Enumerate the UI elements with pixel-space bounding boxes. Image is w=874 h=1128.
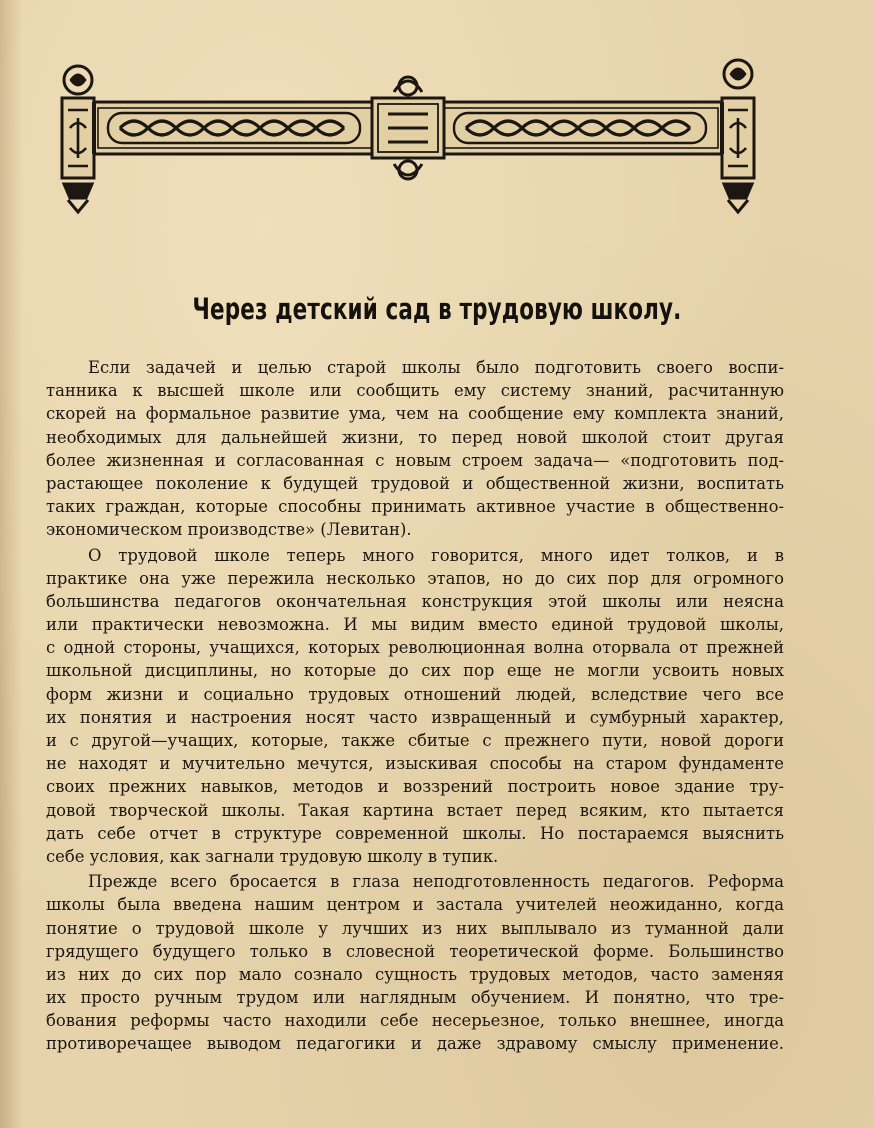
text-line: их просто ручным трудом или наглядным обучением. И понятно, что тре- <box>46 988 784 1008</box>
headpiece-ornament <box>50 58 768 216</box>
text-line: экономическом производстве» (Левитан). <box>46 520 412 540</box>
text-line: дать себе отчет в структуре современной школы. Но постараемся выяснить <box>46 823 784 843</box>
text-line: себе условия, как загнали трудовую школу в тупик. <box>46 846 499 866</box>
text-line: противоречащее выводом педагогики и даже здравому смыслу применение. <box>46 1034 784 1054</box>
text-line: танника к высшей школе или сообщить ему систему знаний, расчитанную <box>46 381 784 401</box>
text-line: Если задачей и целью старой школы было подготовить своего воспи- <box>88 358 784 377</box>
text-line: школьной дисциплины, но которые до сих пор еще не могли усвоить новых <box>46 661 784 681</box>
text-line: школы была введена нашим центром и застала учителей неожиданно, когда <box>46 895 784 915</box>
text-line: или практически невозможна. И мы видим вместо единой трудовой школы, <box>46 615 784 635</box>
text-line: довой творческой школы. Такая картина встает перед всяким, кто пытается <box>46 800 784 820</box>
text-line: практике она уже пережила несколько этапов, но до сих пор для огромного <box>46 568 784 588</box>
text-line: своих прежних навыков, методов и воззрений построить новое здание тру- <box>46 777 784 797</box>
text-line: Прежде всего бросается в глаза неподготовленность педагогов. Реформа <box>88 872 784 892</box>
text-line: О трудовой школе теперь много говорится, много идет толков, и в <box>88 545 784 565</box>
text-line: и с другой—учащих, которые, также сбитые с прежнего пути, новой дороги <box>46 731 784 750</box>
text-line: бования реформы часто находили себе несерьезное, только внешнее, иногда <box>46 1011 784 1031</box>
article-title: Через детский сад в трудовую школу. <box>192 292 682 326</box>
paragraph-1 <box>46 356 784 542</box>
text-line: понятие о трудовой школе у лучших из них выплывало из туманной дали <box>46 918 784 938</box>
text-line: из них до сих пор мало сознало сущность трудовых методов, часто заменяя <box>46 964 784 984</box>
text-line: скорей на формальное развитие ума, чем на сообщение ему комплекта знаний, <box>46 404 784 424</box>
text-line: более жизненная и согласованная с новым строем задача— «подготовить под- <box>46 450 784 470</box>
article-body <box>46 356 784 1056</box>
paragraph-3 <box>46 870 784 1056</box>
text-line: растающее поколение к будущей трудовой и общественной жизни, воспитать <box>46 473 784 493</box>
text-line: с одной стороны, учащихся, которых революционная волна оторвала от прежней <box>46 638 784 658</box>
paragraph-2 <box>46 544 784 869</box>
text-line: их понятия и настроения носят часто извращенный и сумбурный характер, <box>46 707 784 727</box>
text-line: большинства педагогов окончательная конструкция этой школы или неясна <box>46 591 784 611</box>
text-line: таких граждан, которые способны принимать активное участие в общественно- <box>46 497 784 517</box>
text-line: не находят и мучительно мечутся, изыскивая способы на старом фундаменте <box>46 754 784 774</box>
text-line: необходимых для дальнейшей жизни, то перед новой школой стоит другая <box>46 427 784 447</box>
text-line: грядущего будущего только в словесной теоретической форме. Большинство <box>46 941 784 961</box>
text-line: форм жизни и социально трудовых отношений людей, вследствие чего все <box>46 684 784 704</box>
